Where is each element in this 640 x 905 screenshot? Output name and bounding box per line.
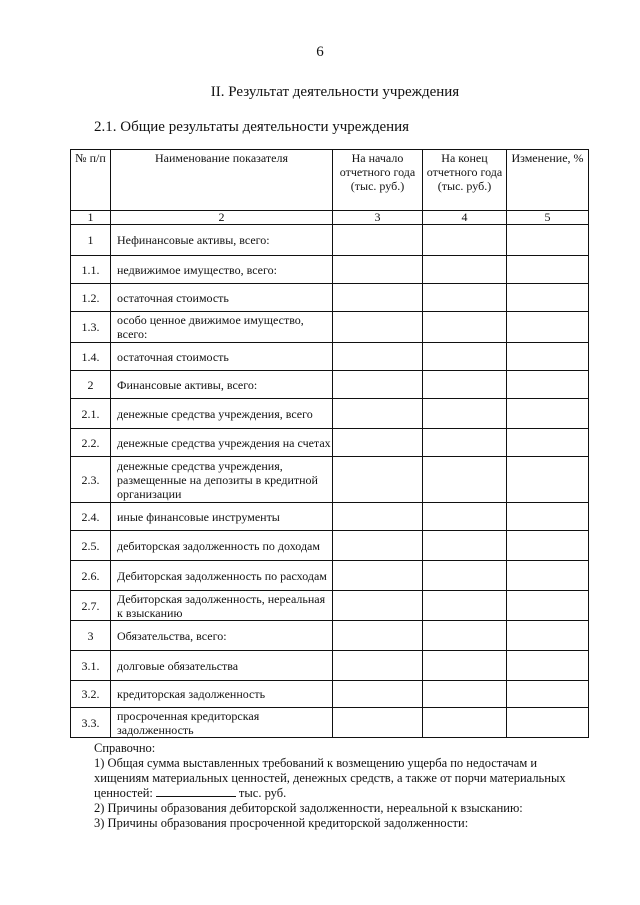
page-number: 6 — [316, 44, 324, 60]
section-title: II. Результат деятельности учреждения — [210, 84, 460, 100]
row-number: 3 — [71, 621, 111, 651]
value-start-of-year[interactable] — [333, 708, 423, 738]
notes-section — [94, 741, 574, 831]
notes-heading: Справочно: — [94, 741, 156, 755]
indicator-name: недвижимое имущество, всего: — [111, 256, 333, 284]
value-start-of-year[interactable] — [333, 399, 423, 429]
value-change-percent[interactable] — [507, 651, 589, 681]
header-change-percent: Изменение, % — [507, 150, 589, 211]
row-number: 2.3. — [71, 457, 111, 503]
note-item-3: 3) Причины образования просроченной кредиторской задолженности: — [94, 816, 469, 830]
value-end-of-year[interactable] — [423, 429, 507, 457]
value-change-percent[interactable] — [507, 312, 589, 343]
value-end-of-year[interactable] — [423, 312, 507, 343]
value-start-of-year[interactable] — [333, 457, 423, 503]
indicator-name: кредиторская задолженность — [111, 681, 333, 708]
table-row — [71, 561, 589, 591]
value-end-of-year[interactable] — [423, 651, 507, 681]
note-item-2: 2) Причины образования дебиторской задолженности, нереальной к взысканию: — [94, 801, 523, 815]
table-row — [71, 708, 589, 738]
note-item-1-text: 1) Общая сумма выставленных требований к возмещению ущерба по недостачам и хищениям материальных ценностей, денежных средств, а также от порчи материальных ценностей: — [94, 756, 566, 800]
row-number: 1.2. — [71, 284, 111, 312]
table-row — [71, 284, 589, 312]
value-change-percent[interactable] — [507, 371, 589, 399]
value-change-percent[interactable] — [507, 457, 589, 503]
table-row — [71, 225, 589, 256]
value-start-of-year[interactable] — [333, 621, 423, 651]
value-start-of-year[interactable] — [333, 651, 423, 681]
value-change-percent[interactable] — [507, 284, 589, 312]
value-end-of-year[interactable] — [423, 225, 507, 256]
table-header-row — [71, 150, 589, 211]
value-end-of-year[interactable] — [423, 621, 507, 651]
value-end-of-year[interactable] — [423, 284, 507, 312]
note-item-1 — [94, 756, 574, 801]
value-change-percent[interactable] — [507, 681, 589, 708]
row-number: 2.7. — [71, 591, 111, 621]
subsection-title: 2.1. Общие результаты деятельности учреждения — [94, 119, 410, 135]
table-row — [71, 343, 589, 371]
indicator-name: долговые обязательства — [111, 651, 333, 681]
table-row — [71, 429, 589, 457]
value-start-of-year[interactable] — [333, 371, 423, 399]
note-item-1-unit: тыс. руб. — [238, 786, 287, 800]
value-change-percent[interactable] — [507, 256, 589, 284]
column-number: 3 — [333, 211, 423, 225]
value-start-of-year[interactable] — [333, 312, 423, 343]
row-number: 2.1. — [71, 399, 111, 429]
value-end-of-year[interactable] — [423, 591, 507, 621]
value-start-of-year[interactable] — [333, 561, 423, 591]
value-change-percent[interactable] — [507, 621, 589, 651]
indicator-name: дебиторская задолженность по доходам — [111, 531, 333, 561]
header-end-of-year: На конец отчетного года (тыс. руб.) — [423, 150, 507, 211]
value-end-of-year[interactable] — [423, 256, 507, 284]
indicator-name: Дебиторская задолженность по расходам — [111, 561, 333, 591]
indicator-name: просроченная кредиторская задолженность — [111, 708, 333, 738]
column-numbers-row — [71, 211, 589, 225]
value-change-percent[interactable] — [507, 503, 589, 531]
indicator-name: денежные средства учреждения на счетах — [111, 429, 333, 457]
value-end-of-year[interactable] — [423, 399, 507, 429]
value-start-of-year[interactable] — [333, 503, 423, 531]
value-start-of-year[interactable] — [333, 429, 423, 457]
value-change-percent[interactable] — [507, 531, 589, 561]
table-row — [71, 312, 589, 343]
indicator-name: особо ценное движимое имущество, всего: — [111, 312, 333, 343]
value-start-of-year[interactable] — [333, 343, 423, 371]
row-number: 2.6. — [71, 561, 111, 591]
table-row — [71, 591, 589, 621]
value-end-of-year[interactable] — [423, 531, 507, 561]
row-number: 2.5. — [71, 531, 111, 561]
value-start-of-year[interactable] — [333, 225, 423, 256]
column-number: 1 — [71, 211, 111, 225]
value-end-of-year[interactable] — [423, 708, 507, 738]
row-number: 1.3. — [71, 312, 111, 343]
row-number: 3.3. — [71, 708, 111, 738]
table-row — [71, 256, 589, 284]
indicator-name: Дебиторская задолженность, нереальная к взысканию — [111, 591, 333, 621]
row-number: 3.2. — [71, 681, 111, 708]
table-row — [71, 457, 589, 503]
value-change-percent[interactable] — [507, 708, 589, 738]
table-row — [71, 651, 589, 681]
results-table — [70, 149, 589, 738]
value-end-of-year[interactable] — [423, 371, 507, 399]
row-number: 1.4. — [71, 343, 111, 371]
table-row — [71, 371, 589, 399]
value-change-percent[interactable] — [507, 429, 589, 457]
value-end-of-year[interactable] — [423, 457, 507, 503]
column-number: 5 — [507, 211, 589, 225]
value-start-of-year[interactable] — [333, 256, 423, 284]
table-row — [71, 399, 589, 429]
value-start-of-year[interactable] — [333, 591, 423, 621]
header-indicator-name: Наименование показателя — [111, 150, 333, 211]
indicator-name: денежные средства учреждения, всего — [111, 399, 333, 429]
table-row — [71, 621, 589, 651]
value-start-of-year[interactable] — [333, 531, 423, 561]
row-number: 3.1. — [71, 651, 111, 681]
value-end-of-year[interactable] — [423, 681, 507, 708]
row-number: 2 — [71, 371, 111, 399]
value-end-of-year[interactable] — [423, 561, 507, 591]
header-number: № п/п — [71, 150, 111, 211]
indicator-name: остаточная стоимость — [111, 343, 333, 371]
indicator-name: денежные средства учреждения, размещенные на депозиты в кредитной организации — [111, 457, 333, 503]
row-number: 2.4. — [71, 503, 111, 531]
value-change-percent[interactable] — [507, 225, 589, 256]
indicator-name: Обязательства, всего: — [111, 621, 333, 651]
header-start-of-year: На начало отчетного года (тыс. руб.) — [333, 150, 423, 211]
blank-line[interactable] — [156, 786, 236, 797]
indicator-name: Финансовые активы, всего: — [111, 371, 333, 399]
column-number: 4 — [423, 211, 507, 225]
table-row — [71, 681, 589, 708]
indicator-name: иные финансовые инструменты — [111, 503, 333, 531]
value-change-percent[interactable] — [507, 591, 589, 621]
indicator-name: Нефинансовые активы, всего: — [111, 225, 333, 256]
row-number: 1.1. — [71, 256, 111, 284]
value-change-percent[interactable] — [507, 561, 589, 591]
table-row — [71, 503, 589, 531]
table-row — [71, 531, 589, 561]
indicator-name: остаточная стоимость — [111, 284, 333, 312]
value-start-of-year[interactable] — [333, 681, 423, 708]
value-change-percent[interactable] — [507, 343, 589, 371]
value-change-percent[interactable] — [507, 399, 589, 429]
value-end-of-year[interactable] — [423, 503, 507, 531]
row-number: 2.2. — [71, 429, 111, 457]
value-start-of-year[interactable] — [333, 284, 423, 312]
column-number: 2 — [111, 211, 333, 225]
value-end-of-year[interactable] — [423, 343, 507, 371]
row-number: 1 — [71, 225, 111, 256]
